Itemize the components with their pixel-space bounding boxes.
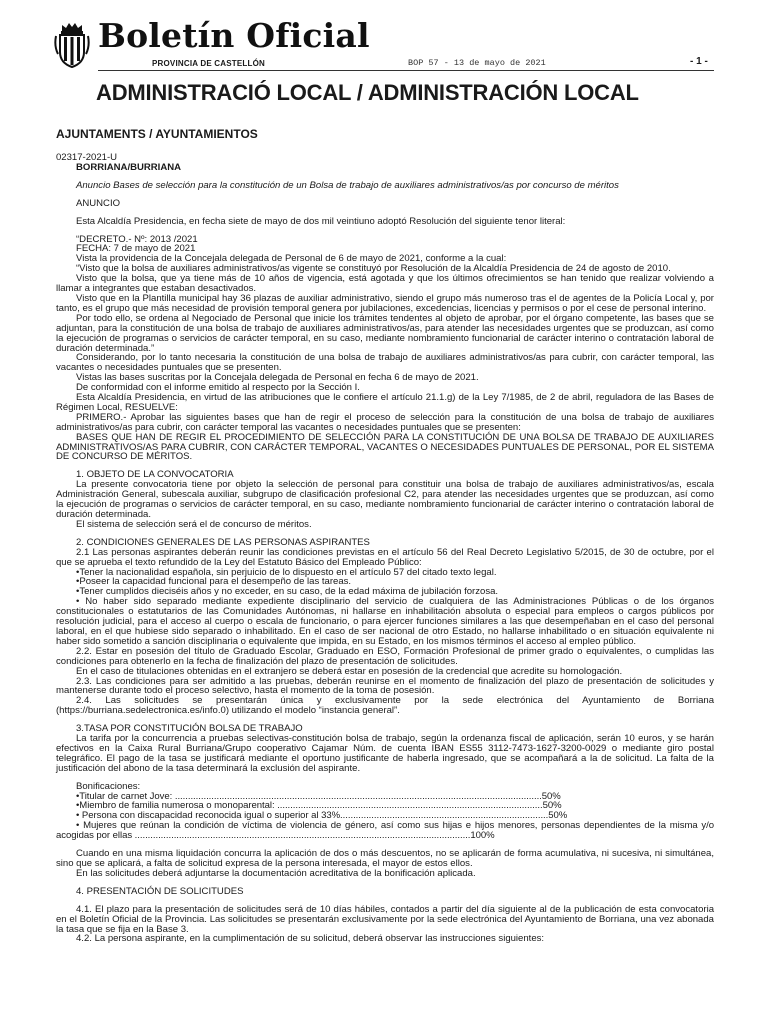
page-number: - 1 - [690, 56, 708, 67]
section-paragraph: 2.1 Las personas aspirantes deberán reunir las condiciones previstas en el artículo 56 del Real Decreto Legislativo 5/2015, de 30 de octubre, por el que se aprueba el texto refundido de la Ley del Estatuto Básico del Empleado Público: [56, 546, 714, 568]
list-item: • No haber sido separado mediante expediente disciplinario del servicio de cualquiera de las Administraciones Públicas o de los órganos constitucionales o estatutarios de las Comunidades Autónomas, ni hallarse en inhabilitación absoluta o especial para empleos o cargos públicos por resolución judicial, para el acceso al cuerpo o escala de funcionario, o para ejercer funciones similares a las que desempeñaban en el caso del personal laboral, en el que hubiese sido separado o inhabilitado. En el caso de ser nacional de otro Estado, no hallarse inhabilitado o en situación equivalente ni haber sido sometido a sanción disciplinaria o equivalente que impida, en su Estado, en los mismos términos el acceso al empleo público. [56, 596, 714, 647]
section-paragraph: 2.3. Las condiciones para ser admitido a las pruebas, deberán reunirse en el momento de finalización del plazo de presentación de solicitudes y mantenerse durante todo el proceso selectivo, hasta el momento de la toma de posesión. [56, 675, 714, 697]
notice-intro: Esta Alcaldía Presidencia, en fecha siete de mayo de dos mil veintiuno adoptó Resolución del siguiente tenor literal: [76, 215, 566, 227]
notice-label: ANUNCIO [76, 197, 121, 209]
list-item: •Poseer la capacidad funcional para el desempeño de las tareas. [76, 576, 352, 588]
section-paragraph: 2.2. Estar en posesión del título de Graduado Escolar, Graduado en ESO, Formación Profesional de primer grado o equivalentes, o cumplidas las condiciones para obtenerlo en la fecha de finalización del plazo de presentación de solicitudes. [56, 645, 714, 667]
section-paragraph: En las solicitudes deberá adjuntarse la documentación acreditativa de la bonificación aplicada. [76, 867, 476, 879]
decree-paragraph: Por todo ello, se ordena al Negociado de Personal que inicie los trámites tendentes al objeto de aprobar, por el órgano competente, las bases que se adjuntan, para la constitución de una bolsa de trabajo de auxiliares administrativos/as, para atender las necesidades urgentes que se produzcan, así como la ejecución de programas o servicios de carácter temporal, en su caso, mediante nombramiento funcionarial de carácter interino o contratación laboral de duración determinada.” [56, 312, 714, 354]
municipality-name: BORRIANA/BURRIANA [76, 161, 182, 173]
list-item: •Tener la nacionalidad española, sin perjuicio de lo dispuesto en el artículo 57 del citado texto legal. [76, 566, 497, 578]
section-paragraph: La presente convocatoria tiene por objeto la selección de personal para constituir una bolsa de trabajo de auxiliares administrativos/as, escala Administración General, subescala auxiliar, subgrupo de clasificación profesional C2, para atender las necesidades urgentes que se produzcan, así como la ejecución de programas o servicios de carácter temporal, en su caso, mediante nombramiento funcionarial de carácter interino o contratación laboral de duración determinada. [56, 479, 714, 520]
decree-paragraph: Vista la providencia de la Concejala delegada de Personal de 6 de mayo de 2021, conforme a la cual: [76, 253, 507, 265]
decree-paragraph: De conformidad con el informe emitido al respecto por la Sección I. [76, 382, 360, 394]
section-paragraph: En el caso de titulaciones obtenidas en el extranjero se deberá estar en posesión de la credencial que acredite su homologación. [76, 665, 623, 677]
coat-of-arms-icon [54, 22, 90, 68]
list-item: •Tener cumplidos dieciséis años y no exceder, en su caso, de la edad máxima de jubilación forzosa. [76, 586, 499, 598]
notice-summary: Anuncio Bases de selección para la constitución de un Bolsa de trabajo de auxiliares administrativos/as por concurso de méritos [76, 179, 619, 191]
section-paragraph: 4.2. La persona aspirante, en la cumplimentación de su solicitud, deberá observar las instrucciones siguientes: [76, 933, 545, 945]
province-label: PROVINCIA DE CASTELLÓN [152, 59, 265, 68]
decree-paragraph: BASES QUE HAN DE REGIR EL PROCEDIMIENTO DE SELECCIÓN PARA LA CONSTITUCIÓN DE UNA BOLSA DE TRABAJO DE AUXILIARES ADMINISTRATIVOS/AS PARA CUBRIR, CON CARÁCTER TEMPORAL, VACANTES O NECESIDADES PUNTUALES DE PERSONAL, POR EL SISTEMA DE CONCURSO DE MÉRITOS. [56, 431, 714, 463]
section-paragraph: La tarifa por la concurrencia a pruebas selectivas-constitución bolsa de trabajo, según la ordenanza fiscal de aplicación, serán 10 euros, y se harán efectivos en la Caixa Rural Burriana/Grupo cooperativo Cajamar Núm. de cuenta IBAN ES55 3112-7473-1627-3200-0029 o mediante giro postal telegráfico. El pago de la tasa se justificará mediante el oportuno justificante de haberla ingresado, que se acompañará a la de solicitud. La falta de la justificación del abono de la tasa determinará la exclusión del aspirante. [56, 733, 714, 774]
decree-paragraph: Considerando, por lo tanto necesaria la constitución de una bolsa de trabajo de auxiliares administrativos/as para cubrir, con carácter temporal, las vacantes o necesidades puntuales que se presenten. [56, 352, 714, 374]
decree-paragraph: “Visto que la bolsa de auxiliares administrativos/as vigente se constituyó por Resolución de la Alcaldía Presidencia de 24 de agosto de 2010. [76, 263, 671, 275]
section-heading: 2. CONDICIONES GENERALES DE LAS PERSONAS ASPIRANTES [76, 536, 370, 548]
decree-paragraph: PRIMERO.- Aprobar las siguientes bases que han de regir el proceso de selección para la constitución de una bolsa de trabajo de auxiliares administrativos/as para cubrir, con carácter temporal las vacantes o necesidades puntuales que se presenten: [56, 411, 714, 433]
subsection-title: AJUNTAMENTS / AYUNTAMIENTOS [56, 127, 258, 141]
list-item: •Miembro de familia numerosa o monoparental: ......................................................................................................50% [76, 800, 562, 812]
decree-paragraph: Visto que en la Plantilla municipal hay 36 plazas de auxiliar administrativo, siendo el grupo más numeroso tras el de agentes de la Policía Local y, por tanto, es el grupo que más necesidad de provisión temporal genera por jubilaciones, excedencias, licencias y permisos o por el cese de personal interino. [56, 292, 714, 314]
section-paragraph: Cuando en una misma liquidación concurra la aplicación de dos o más descuentos, no se aplicarán de forma acumulativa, ni sucesiva, ni simultánea, sino que se aplicará, a falta de solicitud expresa de la persona interesada, el mayor de estos ellos. [56, 848, 714, 869]
section-paragraph: 2.4. Las solicitudes se presentarán única y exclusivamente por la sede electrónica del Ayuntamiento de Borriana (https://burriana.sedelectronica.es/info.0) utilizando el modelo “instancia general”. [56, 695, 714, 717]
decree-number: “DECRETO.- Nº: 2013 /2021 [76, 233, 198, 245]
section-paragraph: 4.1. El plazo para la presentación de solicitudes será de 10 días hábiles, contados a partir del día siguiente al de la publicación de esta convocatoria en el Boletín Oficial de la Provincia. Las solicitudes se presentarán exclusivamente por la sede electrónica del Ayuntamiento de Borriana, una vez abonada la tasa que se fija en la Base 3. [56, 903, 714, 935]
decree-date: FECHA: 7 de mayo de 2021 [76, 243, 196, 255]
header-divider [98, 70, 714, 71]
list-item: •Titular de carnet Jove: .............................................................................................................................................50% [76, 790, 561, 802]
section-heading: 4. PRESENTACIÓN DE SOLICITUDES [76, 885, 244, 897]
decree-paragraph: Visto que la bolsa, que ya tiene más de 10 años de vigencia, está agotada y que los últimos ofrecimientos se han tenido que realizar volviendo a llamar a integrantes que estaban desactivados. [56, 273, 714, 295]
notice-code: 02317-2021-U [56, 152, 118, 163]
document-body [56, 153, 714, 944]
decree-paragraph: Esta Alcaldía Presidencia, en virtud de las atribuciones que le confiere el artículo 21.1.g) de la Ley 7/1985, de 2 de abril, reguladora de las Bases de Régimen Local, RESUELVE: [56, 392, 714, 413]
list-item: • Mujeres que reúnan la condición de víctima de violencia de género, así como sus hijas e hijos menores, personas dependientes de la misma y/o acogidas por ellas .................................................................................................................................100% [56, 820, 714, 842]
section-title: ADMINISTRACIÓ LOCAL / ADMINISTRACIÓN LOCAL [96, 80, 639, 105]
bonifications-label: Bonificaciones: [76, 780, 141, 792]
masthead-title: Boletín Oficial [98, 16, 370, 55]
list-item: • Persona con discapacidad reconocida igual o superior al 33%................................................................................50% [76, 810, 568, 822]
decree-paragraph: Vistas las bases suscritas por la Concejala delegada de Personal en fecha 6 de mayo de 2021. [76, 372, 479, 384]
bulletin-reference: BOP 57 - 13 de mayo de 2021 [408, 58, 546, 68]
section-heading: 3.TASA POR CONSTITUCIÓN BOLSA DE TRABAJO [76, 723, 303, 735]
section-heading: 1. OBJETO DE LA CONVOCATORIA [76, 469, 234, 481]
section-paragraph: El sistema de selección será el de concurso de méritos. [76, 518, 312, 530]
